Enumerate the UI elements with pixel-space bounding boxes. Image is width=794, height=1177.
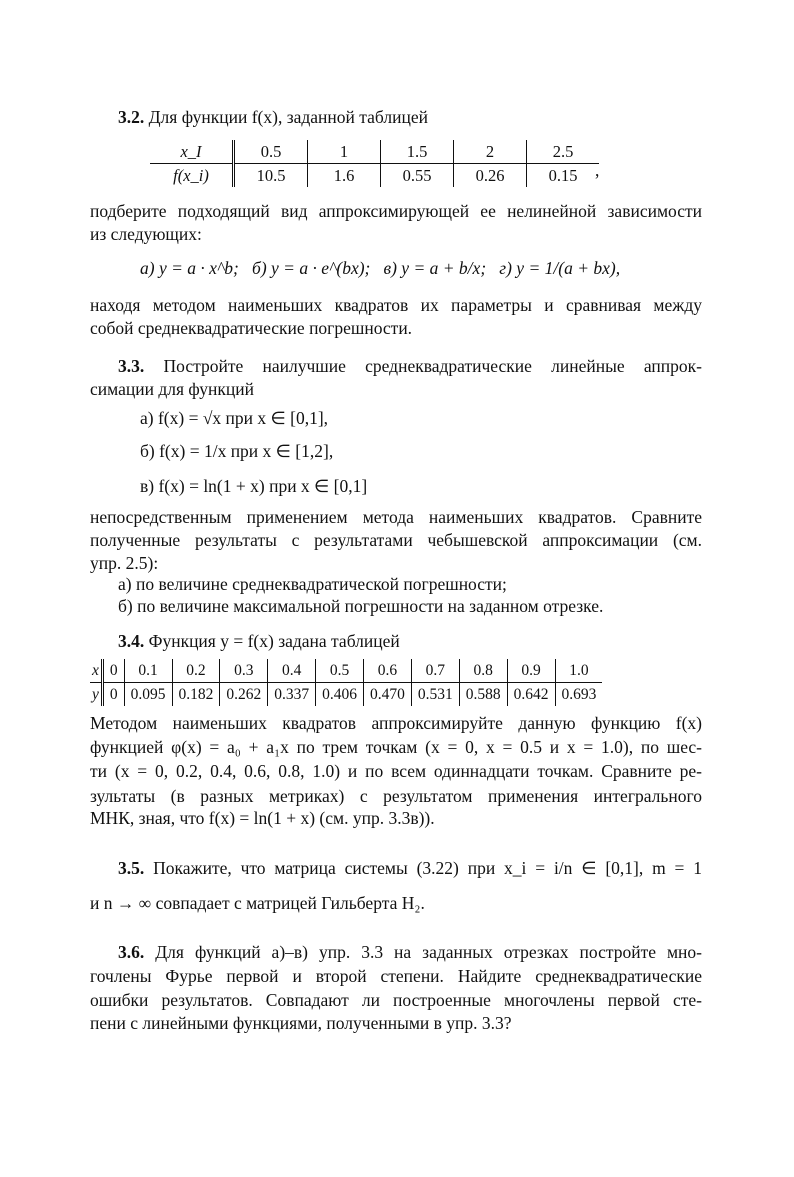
table-cell: 0.693 [555,683,602,707]
text-line: находя методом наименьших квадратов их параметры и сравнивая между [90,295,702,315]
text-line: МНК, зная, что f(x) = ln(1 + x) (см. упр. 3.3в)). [90,808,435,828]
text-line: Методом наименьших квадратов аппроксимируйте данную функцию f(x) [90,713,702,733]
text: Покажите, что матрица системы (3.22) при x_i = i/n ∈ [0,1], m = 1 [144,858,702,878]
header-f: f(x_i) [150,164,234,188]
table-cell: 0 [102,683,124,707]
text-line: непосредственным применением метода наименьших квадратов. Сравните [90,507,702,527]
table-cell: 0.1 [124,659,172,683]
table-cell: 0.5 [234,140,308,164]
table-cell: 0.182 [172,683,220,707]
formula-options [140,257,752,279]
header-x: x [90,659,102,683]
function-c: в) f(x) = ln(1 + x) при x ∈ [0,1] [140,476,368,496]
intro: Для функции f(x), заданной таблицей [144,107,428,127]
exercise-number: 3.2. [118,107,145,127]
table-cell: 10.5 [234,164,308,188]
function-a: а) f(x) = √x при x ∈ [0,1], [140,408,329,428]
table-cell: 0.2 [172,659,220,683]
table-cell: 1.0 [555,659,602,683]
table-3-2 [150,140,599,187]
exercise-number: 3.5. [118,858,145,878]
text-line: собой среднеквадратические погрешности. [90,318,413,338]
formula-b: б) y = a · e^(bx); [252,258,371,278]
formula-c: в) y = a + b/x; [383,258,487,278]
exercise-3-3-heading [118,355,702,377]
text-line: гочлены Фурье первой и второй степени. Найдите среднеквадратические [90,966,702,986]
table-cell: 0.4 [268,659,316,683]
exercise-3-4-heading [118,630,730,652]
table-cell: 0.3 [220,659,268,683]
text-line: симации для функций [90,379,255,399]
table-cell: 0.337 [268,683,316,707]
exercise-3-6-heading [118,941,702,963]
table-cell: 0 [102,659,124,683]
text-line: ошибки результатов. Совпадают ли построенные многочлены первой сте- [90,990,702,1010]
formula-d: г) y = 1/(a + bx), [499,258,621,278]
text-line: ти (x = 0, 0.2, 0.4, 0.6, 0.8, 1.0) и по всем одиннадцати точкам. Сравните ре- [90,761,702,781]
formula-a: а) y = a · x^b; [140,258,239,278]
text-line: зультаты (в разных метриках) с результатом применения интегрального [90,786,702,806]
text: Для функций а)–в) упр. 3.3 на заданных отрезках постройте мно- [144,942,702,962]
table-cell: 2 [454,140,527,164]
table-cell: 0.15 [527,164,600,188]
table-cell: 0.55 [381,164,454,188]
exercise-3-5-heading [118,857,702,879]
header-x: x_I [150,140,234,164]
table-cell: 0.26 [454,164,527,188]
comma: , [595,160,600,180]
criterion-b: б) по величине максимальной погрешности на заданном отрезке. [118,596,604,616]
text-line: пени с линейными функциями, полученными в упр. 3.3? [90,1013,512,1033]
table-3-4 [90,659,602,706]
text-line: из следующих: [90,224,202,244]
table-cell: 0.531 [411,683,459,707]
table-cell: 0.8 [459,659,507,683]
text-line: функцией φ(x) = a₀ + a₁x по трем точкам (x = 0, x = 0.5 и x = 1.0), по шес- [90,737,702,757]
table-cell: 0.262 [220,683,268,707]
intro: Функция y = f(x) задана таблицей [144,631,400,651]
table-cell: 0.9 [507,659,555,683]
function-b: б) f(x) = 1/x при x ∈ [1,2], [140,441,334,461]
exercise-number: 3.6. [118,942,145,962]
table-cell: 0.6 [364,659,412,683]
table-cell: 0.7 [411,659,459,683]
table-cell: 1.6 [308,164,381,188]
text-line: упр. 2.5): [90,553,159,573]
header-y: y [90,683,102,707]
table-cell: 2.5 [527,140,600,164]
table-cell: 0.470 [364,683,412,707]
table-cell: 1.5 [381,140,454,164]
table-cell: 1 [308,140,381,164]
text-line: подберите подходящий вид аппроксимирующей ее нелинейной зависимости [90,201,702,221]
exercise-number: 3.3. [118,356,145,376]
exercise-3-2-heading [118,106,730,128]
exercise-number: 3.4. [118,631,145,651]
table-cell: 0.5 [316,659,364,683]
table-cell: 0.406 [316,683,364,707]
text-line: полученные результаты с результатами чебышевской аппроксимации (см. [90,530,702,550]
text-line: и n → ∞ совпадает с матрицей Гильберта H₂. [90,893,425,913]
text: Постройте наилучшие среднеквадратические линейные аппрок- [144,356,702,376]
criterion-a: а) по величине среднеквадратической погрешности; [118,574,507,594]
table-cell: 0.588 [459,683,507,707]
table-cell: 0.642 [507,683,555,707]
table-cell: 0.095 [124,683,172,707]
